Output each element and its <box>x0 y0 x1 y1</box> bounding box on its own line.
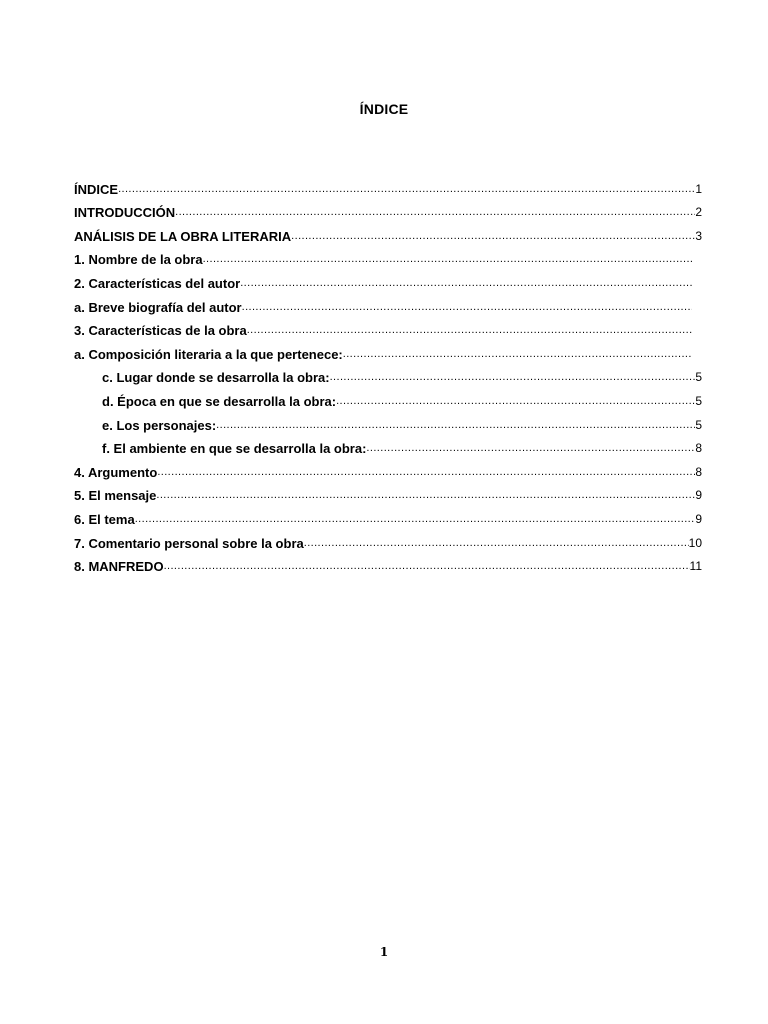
toc-entry-label: 5. El mensaje <box>74 488 157 504</box>
table-of-contents <box>74 174 702 575</box>
toc-entry-label: 7. Comentario personal sobre la obra <box>74 535 304 551</box>
toc-entry[interactable] <box>74 198 702 222</box>
toc-leader-dots <box>336 393 695 410</box>
toc-entry[interactable] <box>74 552 702 576</box>
toc-entry-page: 1 <box>695 181 702 196</box>
toc-entry-page: 8 <box>695 441 702 456</box>
toc-entry-page: 9 <box>695 488 702 503</box>
toc-entry[interactable] <box>74 245 702 269</box>
toc-entry-label: ANÁLISIS DE LA OBRA LITERARIA <box>74 228 292 244</box>
toc-entry-label: a. Breve biografía del autor <box>74 299 242 315</box>
toc-entry[interactable] <box>74 481 702 505</box>
toc-leader-dots <box>366 440 695 457</box>
toc-entry[interactable] <box>74 410 702 434</box>
toc-entry-page: 2 <box>695 205 702 220</box>
toc-leader-dots <box>216 417 695 434</box>
toc-leader-dots <box>175 204 695 221</box>
toc-entry[interactable] <box>74 386 702 410</box>
toc-leader-dots <box>242 299 692 316</box>
toc-leader-dots <box>291 228 695 245</box>
page-title: ÍNDICE <box>359 101 409 117</box>
toc-entry-label: ÍNDICE <box>74 181 119 197</box>
toc-entry-page: 11 <box>689 559 702 574</box>
toc-entry[interactable] <box>74 292 702 316</box>
toc-leader-dots <box>203 251 692 268</box>
toc-entry-label: f. El ambiente en que se desarrolla la obra: <box>102 441 367 457</box>
toc-entry[interactable] <box>74 457 702 481</box>
toc-entry-page: 5 <box>695 417 702 432</box>
toc-entry-label: a. Composición literaria a la que pertenece: <box>74 346 343 362</box>
toc-entry-label: 4. Argumento <box>74 464 158 480</box>
toc-leader-dots <box>343 346 692 363</box>
toc-entry[interactable] <box>74 434 702 458</box>
toc-entry[interactable] <box>74 221 702 245</box>
toc-entry[interactable] <box>74 339 702 363</box>
toc-entry-page: 5 <box>695 370 702 385</box>
toc-entry-label: 1. Nombre de la obra <box>74 252 203 268</box>
toc-entry-label: 3. Características de la obra <box>74 323 247 339</box>
toc-entry-page: 10 <box>688 535 702 550</box>
toc-leader-dots <box>164 558 690 575</box>
toc-entry-label: 6. El tema <box>74 511 135 527</box>
toc-leader-dots <box>135 511 696 528</box>
toc-leader-dots <box>118 181 695 198</box>
toc-entry[interactable] <box>74 174 702 198</box>
toc-entry[interactable] <box>74 363 702 387</box>
toc-leader-dots <box>156 487 695 504</box>
toc-leader-dots <box>157 464 695 481</box>
toc-entry[interactable] <box>74 528 702 552</box>
toc-entry[interactable] <box>74 504 702 528</box>
toc-entry-label: c. Lugar donde se desarrolla la obra: <box>102 370 330 386</box>
toc-entry-label: INTRODUCCIÓN <box>74 205 176 221</box>
toc-entry-label: d. Época en que se desarrolla la obra: <box>102 393 337 409</box>
toc-entry-page: 8 <box>695 464 702 479</box>
toc-entry[interactable] <box>74 316 702 340</box>
toc-entry-page: 5 <box>695 393 702 408</box>
toc-entry-page: 3 <box>695 228 702 243</box>
toc-leader-dots <box>330 369 696 386</box>
toc-entry-label: 8. MANFREDO <box>74 559 164 575</box>
toc-entry-page: 9 <box>695 511 702 526</box>
page-number: 1 <box>379 945 389 959</box>
toc-leader-dots <box>304 535 689 552</box>
toc-entry-label: 2. Características del autor <box>74 275 241 291</box>
toc-entry[interactable] <box>74 268 702 292</box>
toc-entry-label: e. Los personajes: <box>102 417 217 433</box>
toc-leader-dots <box>240 275 692 292</box>
toc-leader-dots <box>247 322 692 339</box>
